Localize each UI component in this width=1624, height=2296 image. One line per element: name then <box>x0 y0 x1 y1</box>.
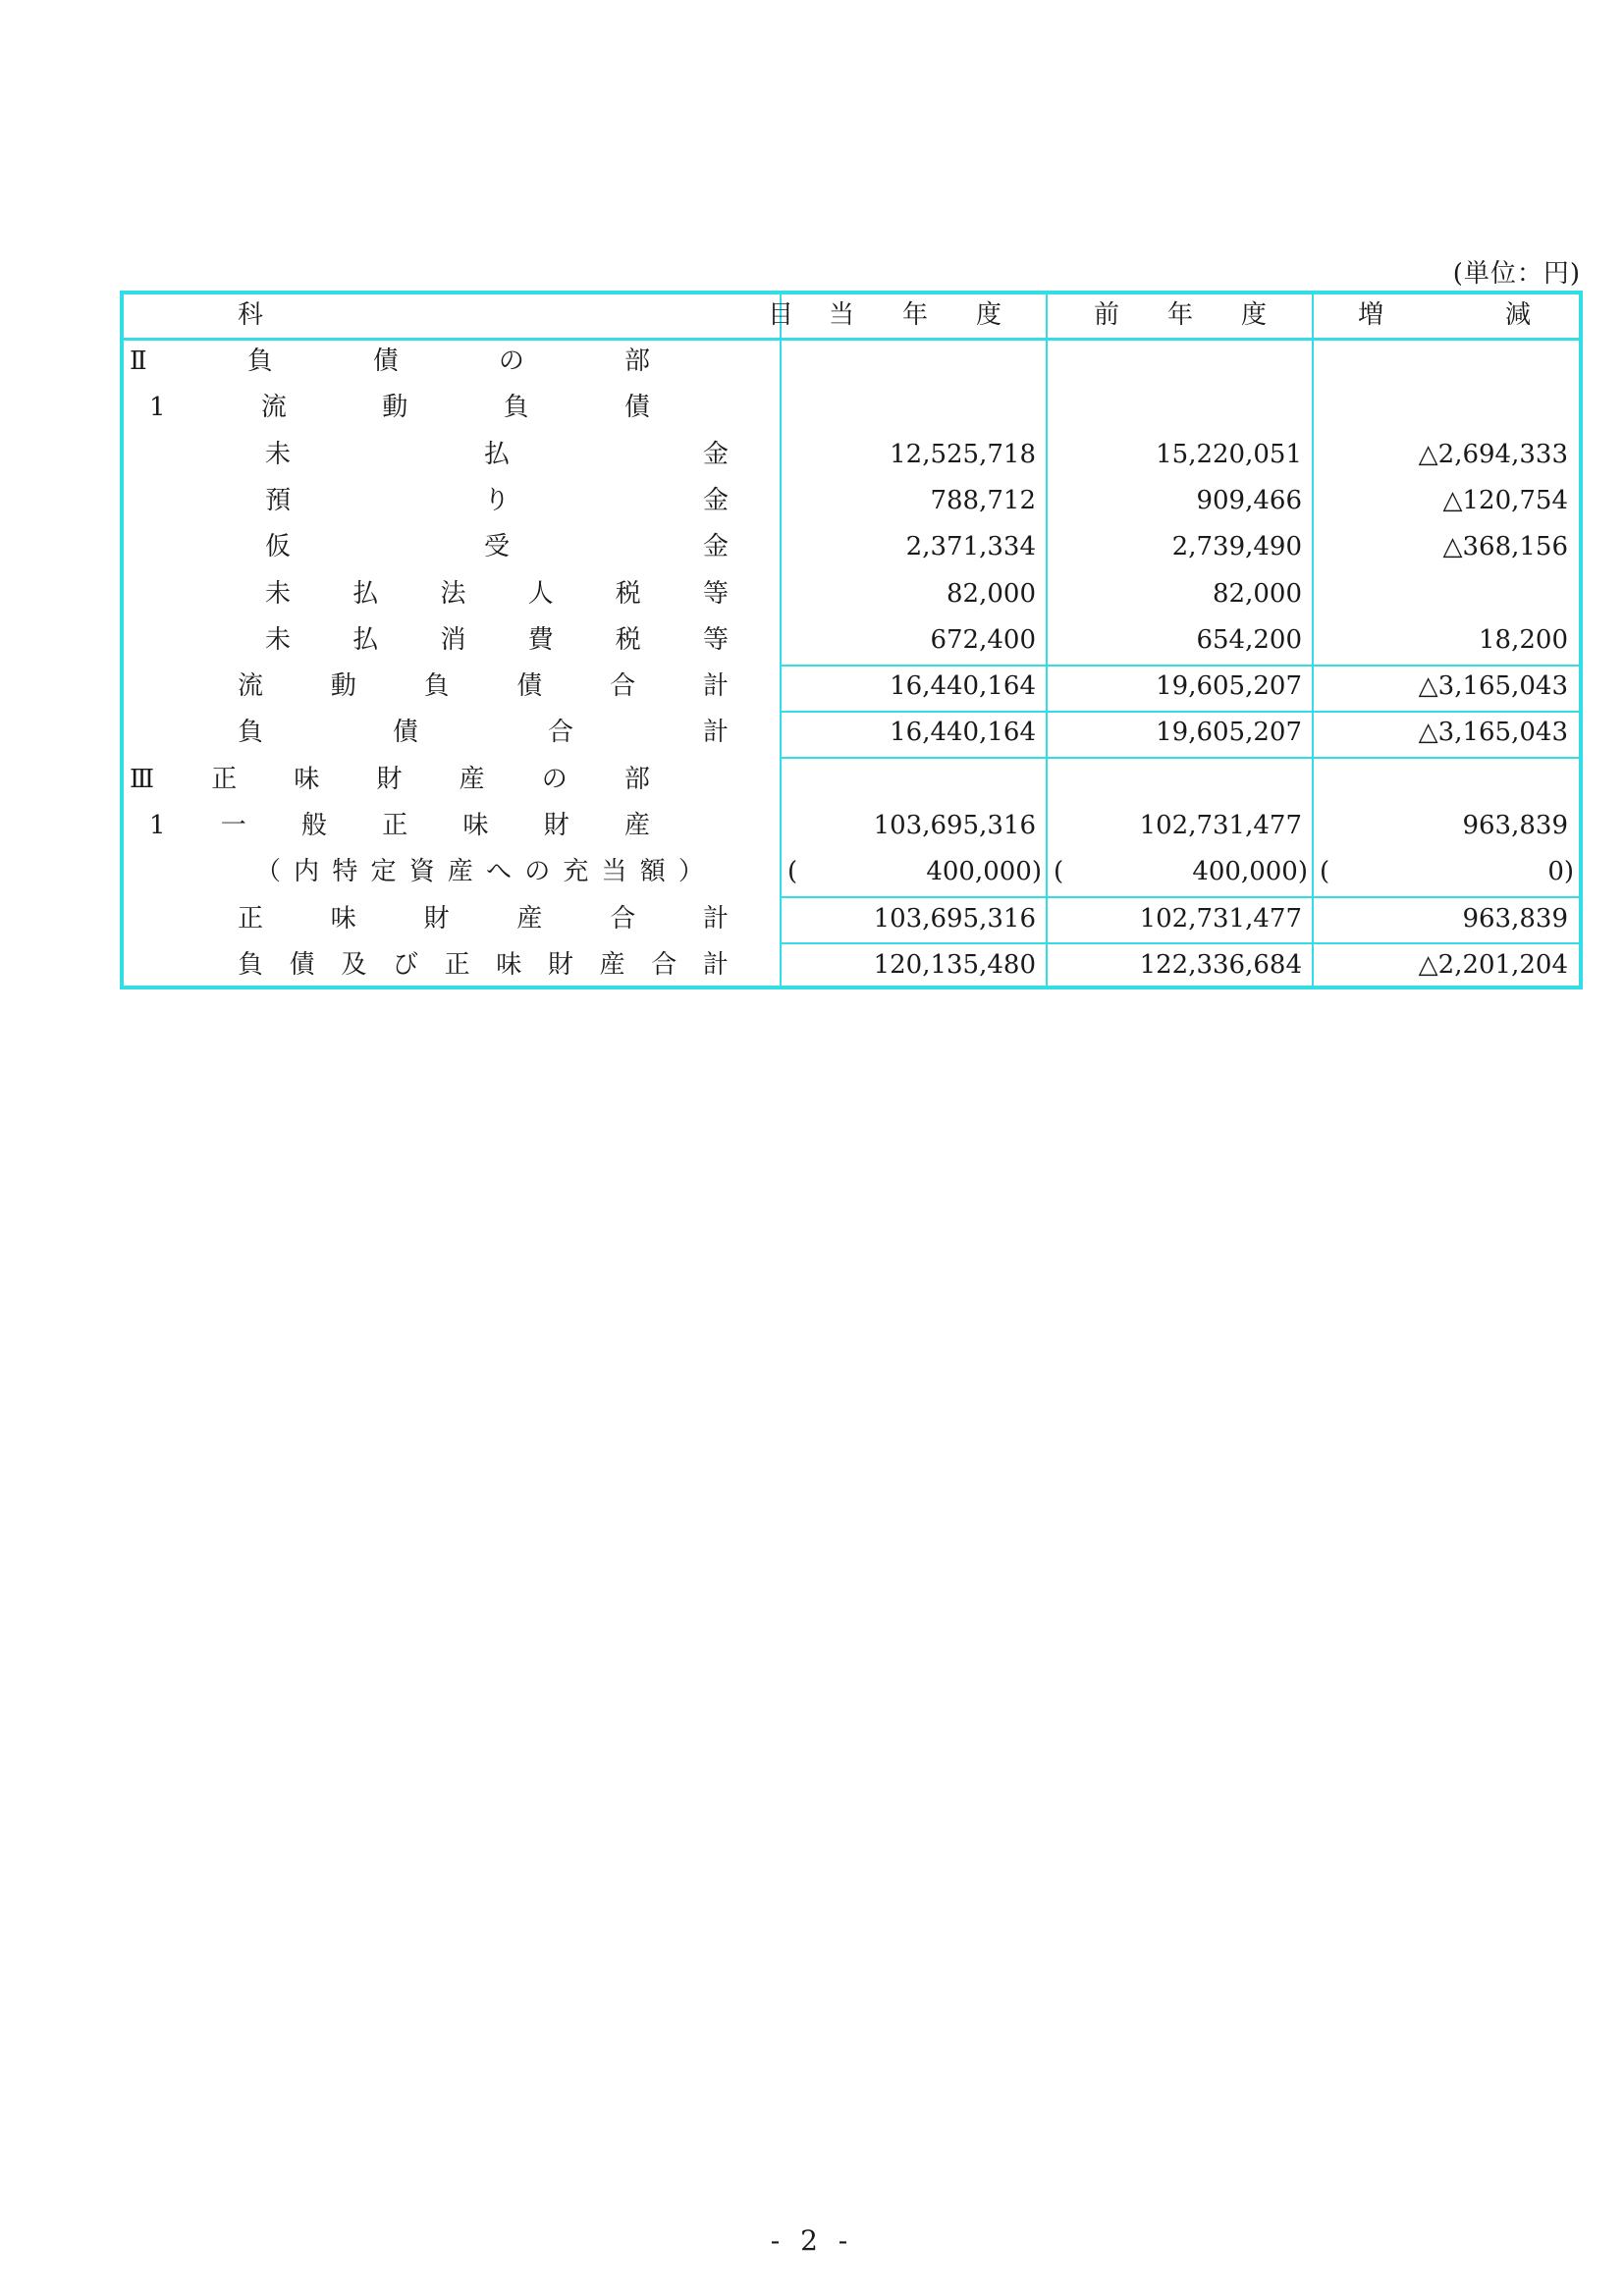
label-char: 計 <box>702 949 729 980</box>
label-char: 味 <box>496 949 522 980</box>
value-current: 788,712 <box>930 485 1036 515</box>
value-change: 963,839 <box>1462 811 1568 840</box>
label-char: 合 <box>651 949 677 980</box>
label-char: 債 <box>289 949 315 980</box>
header-previous-year: 前 年 度 <box>1094 300 1267 330</box>
label-char: 負 <box>503 393 529 423</box>
label-char: 財 <box>543 811 569 840</box>
label-char: 味 <box>294 764 320 794</box>
label-char: 費 <box>527 624 554 655</box>
value-change: 18,200 <box>1479 624 1568 655</box>
row-label <box>255 849 704 895</box>
value-previous: 82,000 <box>1213 578 1302 609</box>
value-change: △368,156 <box>1442 532 1568 562</box>
label-char: 税 <box>615 578 641 609</box>
table-row <box>124 849 1579 895</box>
value-change: △2,201,204 <box>1418 949 1568 980</box>
label-char: 1 <box>149 811 166 840</box>
label-char: 額 <box>639 857 666 887</box>
row-label <box>238 664 729 710</box>
value-change: △3,165,043 <box>1418 718 1568 748</box>
label-char: の <box>541 764 568 794</box>
label-char: 産 <box>447 857 473 887</box>
label-char: 正 <box>238 903 264 934</box>
label-char: 財 <box>547 949 573 980</box>
label-char: 未 <box>265 439 292 469</box>
label-char: 部 <box>623 764 650 794</box>
value-previous: 122,336,684 <box>1139 949 1302 980</box>
label-char: 産 <box>623 811 650 840</box>
label-char: 合 <box>610 671 636 702</box>
table-row <box>124 478 1579 524</box>
label-char: 等 <box>702 624 729 655</box>
label-char: 正 <box>211 764 238 794</box>
label-char: 産 <box>459 764 485 794</box>
table-row <box>124 942 1579 988</box>
table-row <box>124 710 1579 756</box>
value-change: 0) <box>1547 857 1574 887</box>
row-label <box>265 571 729 617</box>
label-char: 債 <box>372 347 399 376</box>
label-char: の <box>498 347 524 376</box>
label-char: 負 <box>238 718 264 748</box>
table-row <box>124 524 1579 570</box>
label-char: （ <box>255 857 282 887</box>
value-current: 82,000 <box>947 578 1036 609</box>
value-previous: 19,605,207 <box>1156 671 1302 702</box>
label-char: 正 <box>382 811 408 840</box>
table-row <box>124 896 1579 942</box>
header-current-year: 当 年 度 <box>829 300 1001 330</box>
value-change: 963,839 <box>1462 903 1568 934</box>
row-label <box>238 942 729 988</box>
value-current: 103,695,316 <box>873 811 1036 840</box>
row-label <box>265 617 729 664</box>
label-char: 正 <box>444 949 470 980</box>
label-char: 等 <box>702 578 729 609</box>
row-label <box>265 432 729 478</box>
value-change: △2,694,333 <box>1418 439 1568 469</box>
row-label <box>149 803 650 849</box>
label-char: 流 <box>238 671 264 702</box>
page-number: - 2 - <box>770 2224 854 2257</box>
label-char: 動 <box>330 671 356 702</box>
value-current <box>784 385 1036 431</box>
label-char: び <box>392 949 418 980</box>
label-char: 金 <box>702 439 729 469</box>
label-char: 一 <box>220 811 246 840</box>
table-row <box>124 432 1579 478</box>
row-label <box>265 524 729 570</box>
label-char: 産 <box>599 949 625 980</box>
label-char: 債 <box>392 718 418 748</box>
row-label <box>130 757 650 803</box>
table-row <box>124 757 1579 803</box>
label-char: 負 <box>246 347 273 376</box>
label-char: 未 <box>265 624 292 655</box>
value-previous: 102,731,477 <box>1139 811 1302 840</box>
paren-open: ( <box>787 857 798 887</box>
label-char: 負 <box>238 949 264 980</box>
row-label <box>238 710 729 756</box>
label-char: 預 <box>265 485 292 515</box>
label-char: ） <box>677 857 704 887</box>
label-char: 仮 <box>265 532 292 562</box>
value-current: 2,371,334 <box>905 532 1036 562</box>
header-subject: 科 目 <box>238 300 793 330</box>
label-char: 金 <box>702 485 729 515</box>
value-change <box>1316 385 1568 431</box>
table-header <box>124 293 1579 339</box>
value-change <box>1316 571 1568 617</box>
label-char: 払 <box>352 624 379 655</box>
table-row <box>124 339 1579 385</box>
label-char: 債 <box>516 671 543 702</box>
label-char: 特 <box>332 857 358 887</box>
value-change: △3,165,043 <box>1418 671 1568 702</box>
label-char: 産 <box>516 903 543 934</box>
label-char: 税 <box>615 624 641 655</box>
value-previous: 654,200 <box>1196 624 1302 655</box>
label-char: 味 <box>330 903 356 934</box>
value-change <box>1316 339 1568 385</box>
label-char: へ <box>486 857 513 887</box>
label-char: 当 <box>601 857 627 887</box>
value-change: △120,754 <box>1442 485 1568 515</box>
label-char: 払 <box>352 578 379 609</box>
label-char: 充 <box>563 857 589 887</box>
label-char: 部 <box>623 347 650 376</box>
label-char: 未 <box>265 578 292 609</box>
table-row <box>124 803 1579 849</box>
paren-open: ( <box>1320 857 1330 887</box>
paren-open: ( <box>1054 857 1064 887</box>
row-label <box>130 339 650 385</box>
row-label <box>238 896 729 942</box>
table-row <box>124 617 1579 664</box>
row-label <box>265 478 729 524</box>
table-row <box>124 664 1579 710</box>
label-char: 債 <box>623 393 650 423</box>
label-char: 動 <box>382 393 408 423</box>
label-char: 流 <box>260 393 287 423</box>
label-char: 人 <box>527 578 554 609</box>
table-row <box>124 571 1579 617</box>
label-char: 1 <box>149 393 166 423</box>
label-char: 受 <box>483 532 510 562</box>
balance-sheet-table <box>120 291 1583 989</box>
value-current: 16,440,164 <box>890 718 1036 748</box>
table-row <box>124 385 1579 431</box>
label-char: 及 <box>341 949 367 980</box>
label-char: 金 <box>702 532 729 562</box>
value-previous <box>1050 385 1302 431</box>
value-current: 16,440,164 <box>890 671 1036 702</box>
label-char: 内 <box>294 857 320 887</box>
value-previous: 2,739,490 <box>1171 532 1302 562</box>
label-char: 合 <box>547 718 573 748</box>
label-char: り <box>483 485 510 515</box>
value-previous: 909,466 <box>1196 485 1302 515</box>
label-char: 財 <box>376 764 403 794</box>
label-char: 法 <box>440 578 466 609</box>
label-char: の <box>524 857 551 887</box>
label-char: 合 <box>610 903 636 934</box>
label-char: 味 <box>462 811 489 840</box>
value-current: 400,000) <box>926 857 1042 887</box>
row-label <box>149 385 650 431</box>
label-char: 計 <box>702 671 729 702</box>
label-char: Ⅲ <box>130 764 155 794</box>
value-current: 120,135,480 <box>873 949 1036 980</box>
value-previous <box>1050 757 1302 803</box>
unit-label: (単位：円) <box>1452 259 1581 289</box>
value-current: 672,400 <box>930 624 1036 655</box>
value-current: 103,695,316 <box>873 903 1036 934</box>
value-previous <box>1050 339 1302 385</box>
label-char: 計 <box>702 903 729 934</box>
label-char: 計 <box>702 718 729 748</box>
value-current: 12,525,718 <box>890 439 1036 469</box>
label-char: 資 <box>408 857 435 887</box>
label-char: 消 <box>440 624 466 655</box>
value-previous: 15,220,051 <box>1156 439 1302 469</box>
value-previous: 400,000) <box>1192 857 1308 887</box>
label-char: 財 <box>423 903 450 934</box>
label-char: 負 <box>423 671 450 702</box>
value-change <box>1316 757 1568 803</box>
value-current <box>784 339 1036 385</box>
label-char: 般 <box>301 811 328 840</box>
header-change: 増 減 <box>1358 300 1531 330</box>
value-previous: 102,731,477 <box>1139 903 1302 934</box>
value-previous: 19,605,207 <box>1156 718 1302 748</box>
label-char: 払 <box>483 439 510 469</box>
value-current <box>784 757 1036 803</box>
label-char: Ⅱ <box>130 347 147 376</box>
label-char: 定 <box>370 857 397 887</box>
